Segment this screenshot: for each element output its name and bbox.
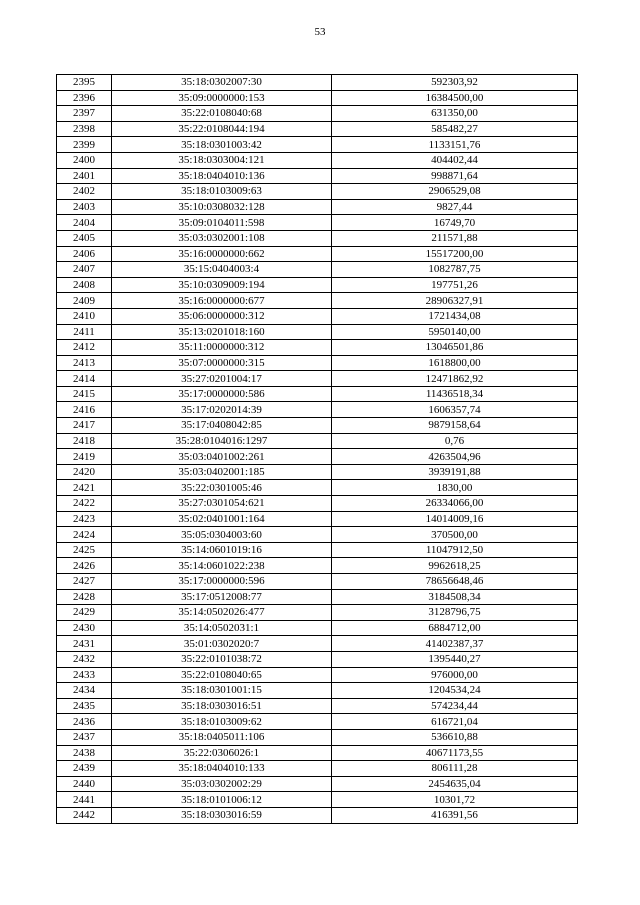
- cadastral-number-cell: 35:02:0401001:164: [112, 511, 332, 527]
- table-row: [57, 215, 578, 231]
- row-number-cell: 2405: [57, 230, 112, 246]
- cadastral-number-cell: 35:18:0404010:133: [112, 761, 332, 777]
- cadastral-number-cell: 35:11:0000000:312: [112, 340, 332, 356]
- value-cell: 416391,56: [332, 807, 578, 823]
- table-row: [57, 589, 578, 605]
- value-cell: 78656648,46: [332, 574, 578, 590]
- cadastral-number-cell: 35:18:0303016:51: [112, 698, 332, 714]
- row-number-cell: 2410: [57, 308, 112, 324]
- cadastral-number-cell: 35:14:0601019:16: [112, 542, 332, 558]
- table-row: [57, 620, 578, 636]
- value-cell: 14014009,16: [332, 511, 578, 527]
- value-cell: 3939191,88: [332, 464, 578, 480]
- table-row: [57, 386, 578, 402]
- row-number-cell: 2435: [57, 698, 112, 714]
- table-row: [57, 121, 578, 137]
- cadastral-number-cell: 35:07:0000000:315: [112, 355, 332, 371]
- value-cell: 6884712,00: [332, 620, 578, 636]
- row-number-cell: 2396: [57, 90, 112, 106]
- row-number-cell: 2409: [57, 293, 112, 309]
- table-row: [57, 308, 578, 324]
- cadastral-number-cell: 35:27:0301054:621: [112, 496, 332, 512]
- cadastral-number-cell: 35:03:0402001:185: [112, 464, 332, 480]
- cadastral-number-cell: 35:17:0000000:586: [112, 386, 332, 402]
- registry-table-body: [57, 75, 578, 824]
- row-number-cell: 2416: [57, 402, 112, 418]
- value-cell: 631350,00: [332, 106, 578, 122]
- cadastral-number-cell: 35:16:0000000:677: [112, 293, 332, 309]
- row-number-cell: 2402: [57, 184, 112, 200]
- table-row: [57, 402, 578, 418]
- row-number-cell: 2407: [57, 262, 112, 278]
- cadastral-number-cell: 35:22:0101038:72: [112, 651, 332, 667]
- cadastral-number-cell: 35:27:0201004:17: [112, 371, 332, 387]
- cadastral-number-cell: 35:03:0302002:29: [112, 776, 332, 792]
- value-cell: 616721,04: [332, 714, 578, 730]
- value-cell: 9962618,25: [332, 558, 578, 574]
- row-number-cell: 2430: [57, 620, 112, 636]
- value-cell: 1721434,08: [332, 308, 578, 324]
- table-row: [57, 792, 578, 808]
- row-number-cell: 2440: [57, 776, 112, 792]
- table-row: [57, 714, 578, 730]
- row-number-cell: 2434: [57, 683, 112, 699]
- value-cell: 26334066,00: [332, 496, 578, 512]
- row-number-cell: 2429: [57, 605, 112, 621]
- table-row: [57, 558, 578, 574]
- cadastral-number-cell: 35:18:0103009:62: [112, 714, 332, 730]
- row-number-cell: 2404: [57, 215, 112, 231]
- value-cell: 211571,88: [332, 230, 578, 246]
- value-cell: 11047912,50: [332, 542, 578, 558]
- row-number-cell: 2437: [57, 729, 112, 745]
- value-cell: 2906529,08: [332, 184, 578, 200]
- row-number-cell: 2413: [57, 355, 112, 371]
- cadastral-number-cell: 35:28:0104016:1297: [112, 433, 332, 449]
- registry-table: [56, 74, 578, 824]
- value-cell: 1133151,76: [332, 137, 578, 153]
- table-row: [57, 199, 578, 215]
- row-number-cell: 2422: [57, 496, 112, 512]
- table-row: [57, 542, 578, 558]
- table-row: [57, 75, 578, 91]
- cadastral-number-cell: 35:14:0601022:238: [112, 558, 332, 574]
- row-number-cell: 2442: [57, 807, 112, 823]
- table-row: [57, 807, 578, 823]
- table-row: [57, 277, 578, 293]
- value-cell: 13046501,86: [332, 340, 578, 356]
- row-number-cell: 2431: [57, 636, 112, 652]
- cadastral-number-cell: 35:16:0000000:662: [112, 246, 332, 262]
- row-number-cell: 2398: [57, 121, 112, 137]
- value-cell: 9879158,64: [332, 418, 578, 434]
- value-cell: 28906327,91: [332, 293, 578, 309]
- row-number-cell: 2408: [57, 277, 112, 293]
- table-row: [57, 168, 578, 184]
- table-row: [57, 511, 578, 527]
- table-row: [57, 371, 578, 387]
- cadastral-number-cell: 35:18:0301001:15: [112, 683, 332, 699]
- row-number-cell: 2397: [57, 106, 112, 122]
- value-cell: 1204534,24: [332, 683, 578, 699]
- row-number-cell: 2428: [57, 589, 112, 605]
- table-row: [57, 355, 578, 371]
- value-cell: 3184508,34: [332, 589, 578, 605]
- cadastral-number-cell: 35:17:0202014:39: [112, 402, 332, 418]
- cadastral-number-cell: 35:09:0104011:598: [112, 215, 332, 231]
- table-row: [57, 340, 578, 356]
- cadastral-number-cell: 35:18:0303016:59: [112, 807, 332, 823]
- row-number-cell: 2441: [57, 792, 112, 808]
- cadastral-number-cell: 35:05:0304003:60: [112, 527, 332, 543]
- table-row: [57, 636, 578, 652]
- table-row: [57, 698, 578, 714]
- row-number-cell: 2418: [57, 433, 112, 449]
- table-row: [57, 651, 578, 667]
- value-cell: 9827,44: [332, 199, 578, 215]
- row-number-cell: 2415: [57, 386, 112, 402]
- table-row: [57, 776, 578, 792]
- cadastral-number-cell: 35:17:0512008:77: [112, 589, 332, 605]
- table-row: [57, 449, 578, 465]
- cadastral-number-cell: 35:14:0502031:1: [112, 620, 332, 636]
- cadastral-number-cell: 35:03:0401002:261: [112, 449, 332, 465]
- row-number-cell: 2411: [57, 324, 112, 340]
- value-cell: 40671173,55: [332, 745, 578, 761]
- cadastral-number-cell: 35:10:0308032:128: [112, 199, 332, 215]
- table-row: [57, 667, 578, 683]
- value-cell: 16384500,00: [332, 90, 578, 106]
- row-number-cell: 2401: [57, 168, 112, 184]
- page-number: 53: [314, 26, 326, 38]
- cadastral-number-cell: 35:17:0000000:596: [112, 574, 332, 590]
- row-number-cell: 2420: [57, 464, 112, 480]
- cadastral-number-cell: 35:13:0201018:160: [112, 324, 332, 340]
- value-cell: 11436518,34: [332, 386, 578, 402]
- table-row: [57, 137, 578, 153]
- row-number-cell: 2432: [57, 651, 112, 667]
- cadastral-number-cell: 35:18:0101006:12: [112, 792, 332, 808]
- row-number-cell: 2419: [57, 449, 112, 465]
- cadastral-number-cell: 35:18:0405011:106: [112, 729, 332, 745]
- table-row: [57, 293, 578, 309]
- row-number-cell: 2433: [57, 667, 112, 683]
- table-row: [57, 683, 578, 699]
- value-cell: 10301,72: [332, 792, 578, 808]
- row-number-cell: 2412: [57, 340, 112, 356]
- value-cell: 16749,70: [332, 215, 578, 231]
- table-row: [57, 761, 578, 777]
- cadastral-number-cell: 35:01:0302020:7: [112, 636, 332, 652]
- cadastral-number-cell: 35:22:0108044:194: [112, 121, 332, 137]
- cadastral-number-cell: 35:14:0502026:477: [112, 605, 332, 621]
- value-cell: 592303,92: [332, 75, 578, 91]
- value-cell: 370500,00: [332, 527, 578, 543]
- value-cell: 536610,88: [332, 729, 578, 745]
- value-cell: 404402,44: [332, 152, 578, 168]
- cadastral-number-cell: 35:15:0404003:4: [112, 262, 332, 278]
- value-cell: 5950140,00: [332, 324, 578, 340]
- value-cell: 4263504,96: [332, 449, 578, 465]
- table-row: [57, 418, 578, 434]
- cadastral-number-cell: 35:22:0306026:1: [112, 745, 332, 761]
- value-cell: 15517200,00: [332, 246, 578, 262]
- table-row: [57, 480, 578, 496]
- value-cell: 2454635,04: [332, 776, 578, 792]
- table-row: [57, 230, 578, 246]
- table-row: [57, 184, 578, 200]
- table-row: [57, 464, 578, 480]
- table-row: [57, 324, 578, 340]
- row-number-cell: 2400: [57, 152, 112, 168]
- row-number-cell: 2439: [57, 761, 112, 777]
- row-number-cell: 2395: [57, 75, 112, 91]
- row-number-cell: 2427: [57, 574, 112, 590]
- table-row: [57, 246, 578, 262]
- row-number-cell: 2424: [57, 527, 112, 543]
- row-number-cell: 2423: [57, 511, 112, 527]
- value-cell: 1830,00: [332, 480, 578, 496]
- cadastral-number-cell: 35:18:0103009:63: [112, 184, 332, 200]
- value-cell: 574234,44: [332, 698, 578, 714]
- table-row: [57, 152, 578, 168]
- row-number-cell: 2414: [57, 371, 112, 387]
- cadastral-number-cell: 35:17:0408042:85: [112, 418, 332, 434]
- table-row: [57, 745, 578, 761]
- row-number-cell: 2438: [57, 745, 112, 761]
- table-row: [57, 262, 578, 278]
- cadastral-number-cell: 35:10:0309009:194: [112, 277, 332, 293]
- table-row: [57, 90, 578, 106]
- value-cell: 806111,28: [332, 761, 578, 777]
- value-cell: 976000,00: [332, 667, 578, 683]
- value-cell: 585482,27: [332, 121, 578, 137]
- row-number-cell: 2417: [57, 418, 112, 434]
- table-row: [57, 574, 578, 590]
- cadastral-number-cell: 35:18:0404010:136: [112, 168, 332, 184]
- row-number-cell: 2406: [57, 246, 112, 262]
- table-row: [57, 729, 578, 745]
- value-cell: 1606357,74: [332, 402, 578, 418]
- row-number-cell: 2399: [57, 137, 112, 153]
- row-number-cell: 2426: [57, 558, 112, 574]
- value-cell: 41402387,37: [332, 636, 578, 652]
- cadastral-number-cell: 35:18:0302007:30: [112, 75, 332, 91]
- table-row: [57, 433, 578, 449]
- cadastral-number-cell: 35:22:0108040:68: [112, 106, 332, 122]
- table-row: [57, 605, 578, 621]
- cadastral-number-cell: 35:22:0301005:46: [112, 480, 332, 496]
- table-row: [57, 496, 578, 512]
- cadastral-number-cell: 35:18:0301003:42: [112, 137, 332, 153]
- row-number-cell: 2421: [57, 480, 112, 496]
- row-number-cell: 2436: [57, 714, 112, 730]
- row-number-cell: 2403: [57, 199, 112, 215]
- cadastral-number-cell: 35:06:0000000:312: [112, 308, 332, 324]
- value-cell: 1395440,27: [332, 651, 578, 667]
- value-cell: 12471862,92: [332, 371, 578, 387]
- value-cell: 197751,26: [332, 277, 578, 293]
- value-cell: 1082787,75: [332, 262, 578, 278]
- cadastral-number-cell: 35:18:0303004:121: [112, 152, 332, 168]
- table-row: [57, 106, 578, 122]
- cadastral-number-cell: 35:03:0302001:108: [112, 230, 332, 246]
- cadastral-number-cell: 35:22:0108040:65: [112, 667, 332, 683]
- row-number-cell: 2425: [57, 542, 112, 558]
- value-cell: 1618800,00: [332, 355, 578, 371]
- cadastral-number-cell: 35:09:0000000:153: [112, 90, 332, 106]
- value-cell: 3128796,75: [332, 605, 578, 621]
- value-cell: 0,76: [332, 433, 578, 449]
- value-cell: 998871,64: [332, 168, 578, 184]
- table-row: [57, 527, 578, 543]
